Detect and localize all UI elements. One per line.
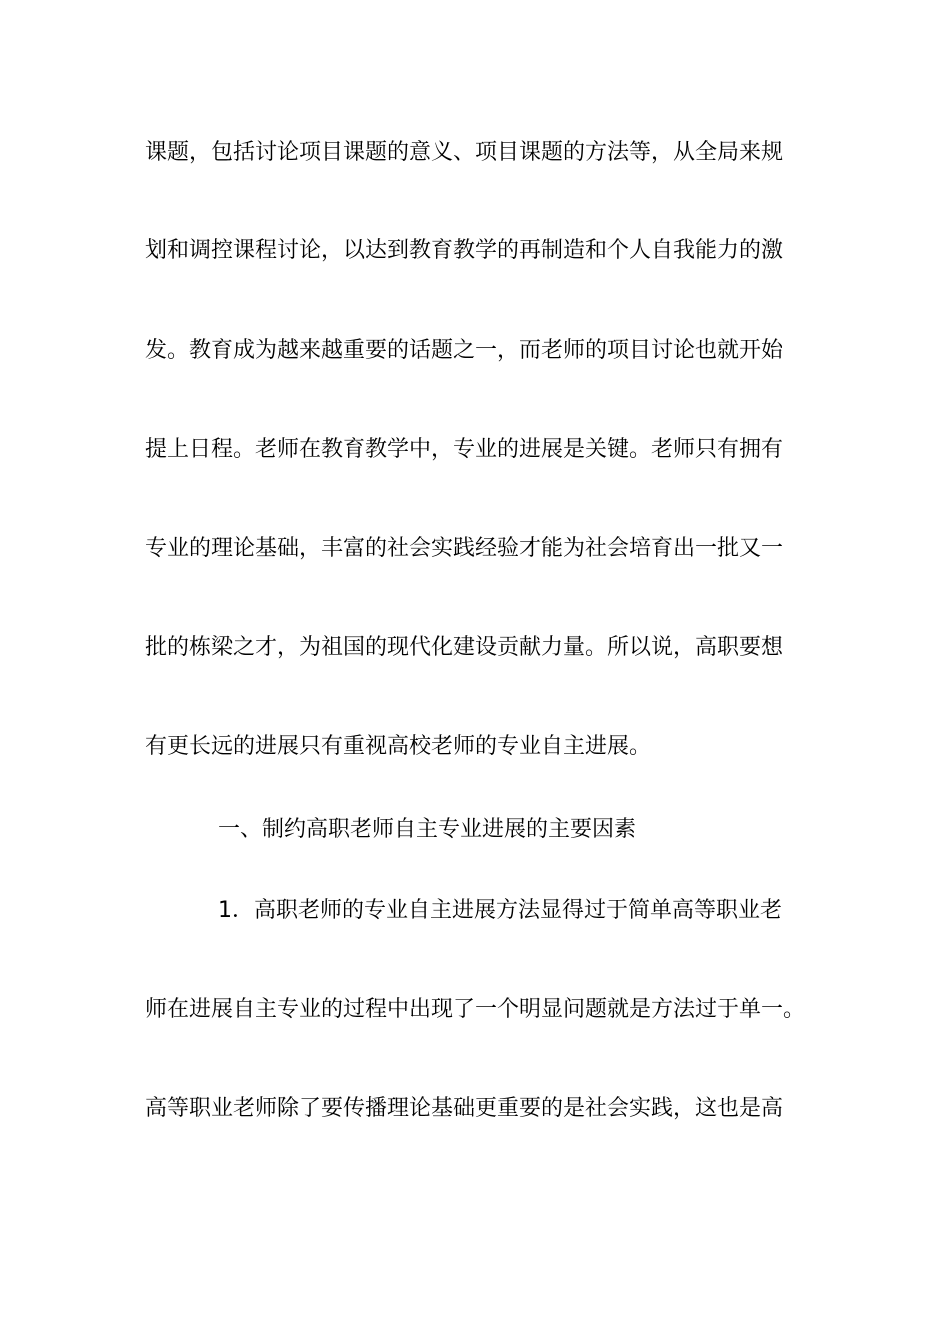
paragraph-line-7: 有更长远的进展只有重视高校老师的专业自主进展。 [145, 734, 652, 759]
item-line-2: 师在进展自主专业的过程中出现了一个明显问题就是方法过于单一。 [145, 997, 806, 1022]
item-line-3: 高等职业老师除了要传播理论基础更重要的是社会实践，这也是高 [145, 1096, 784, 1121]
paragraph-line-2: 划和调控课程讨论，以达到教育教学的再制造和个人自我能力的激 [145, 238, 784, 263]
section-heading: 一、制约高职老师自主专业进展的主要因素 [218, 817, 637, 842]
item-line-1: 1．高职老师的专业自主进展方法显得过于简单高等职业老 [218, 898, 782, 923]
paragraph-line-3: 发。教育成为越来越重要的话题之一，而老师的项目讨论也就开始 [145, 338, 784, 363]
paragraph-line-1: 课题，包括讨论项目课题的意义、项目课题的方法等，从全局来规 [145, 140, 784, 165]
paragraph-line-6: 批的栋梁之才，为祖国的现代化建设贡献力量。所以说，高职要想 [145, 635, 784, 660]
paragraph-line-4: 提上日程。老师在教育教学中，专业的进展是关键。老师只有拥有 [145, 437, 784, 462]
paragraph-line-5: 专业的理论基础，丰富的社会实践经验才能为社会培育出一批又一 [145, 536, 784, 561]
